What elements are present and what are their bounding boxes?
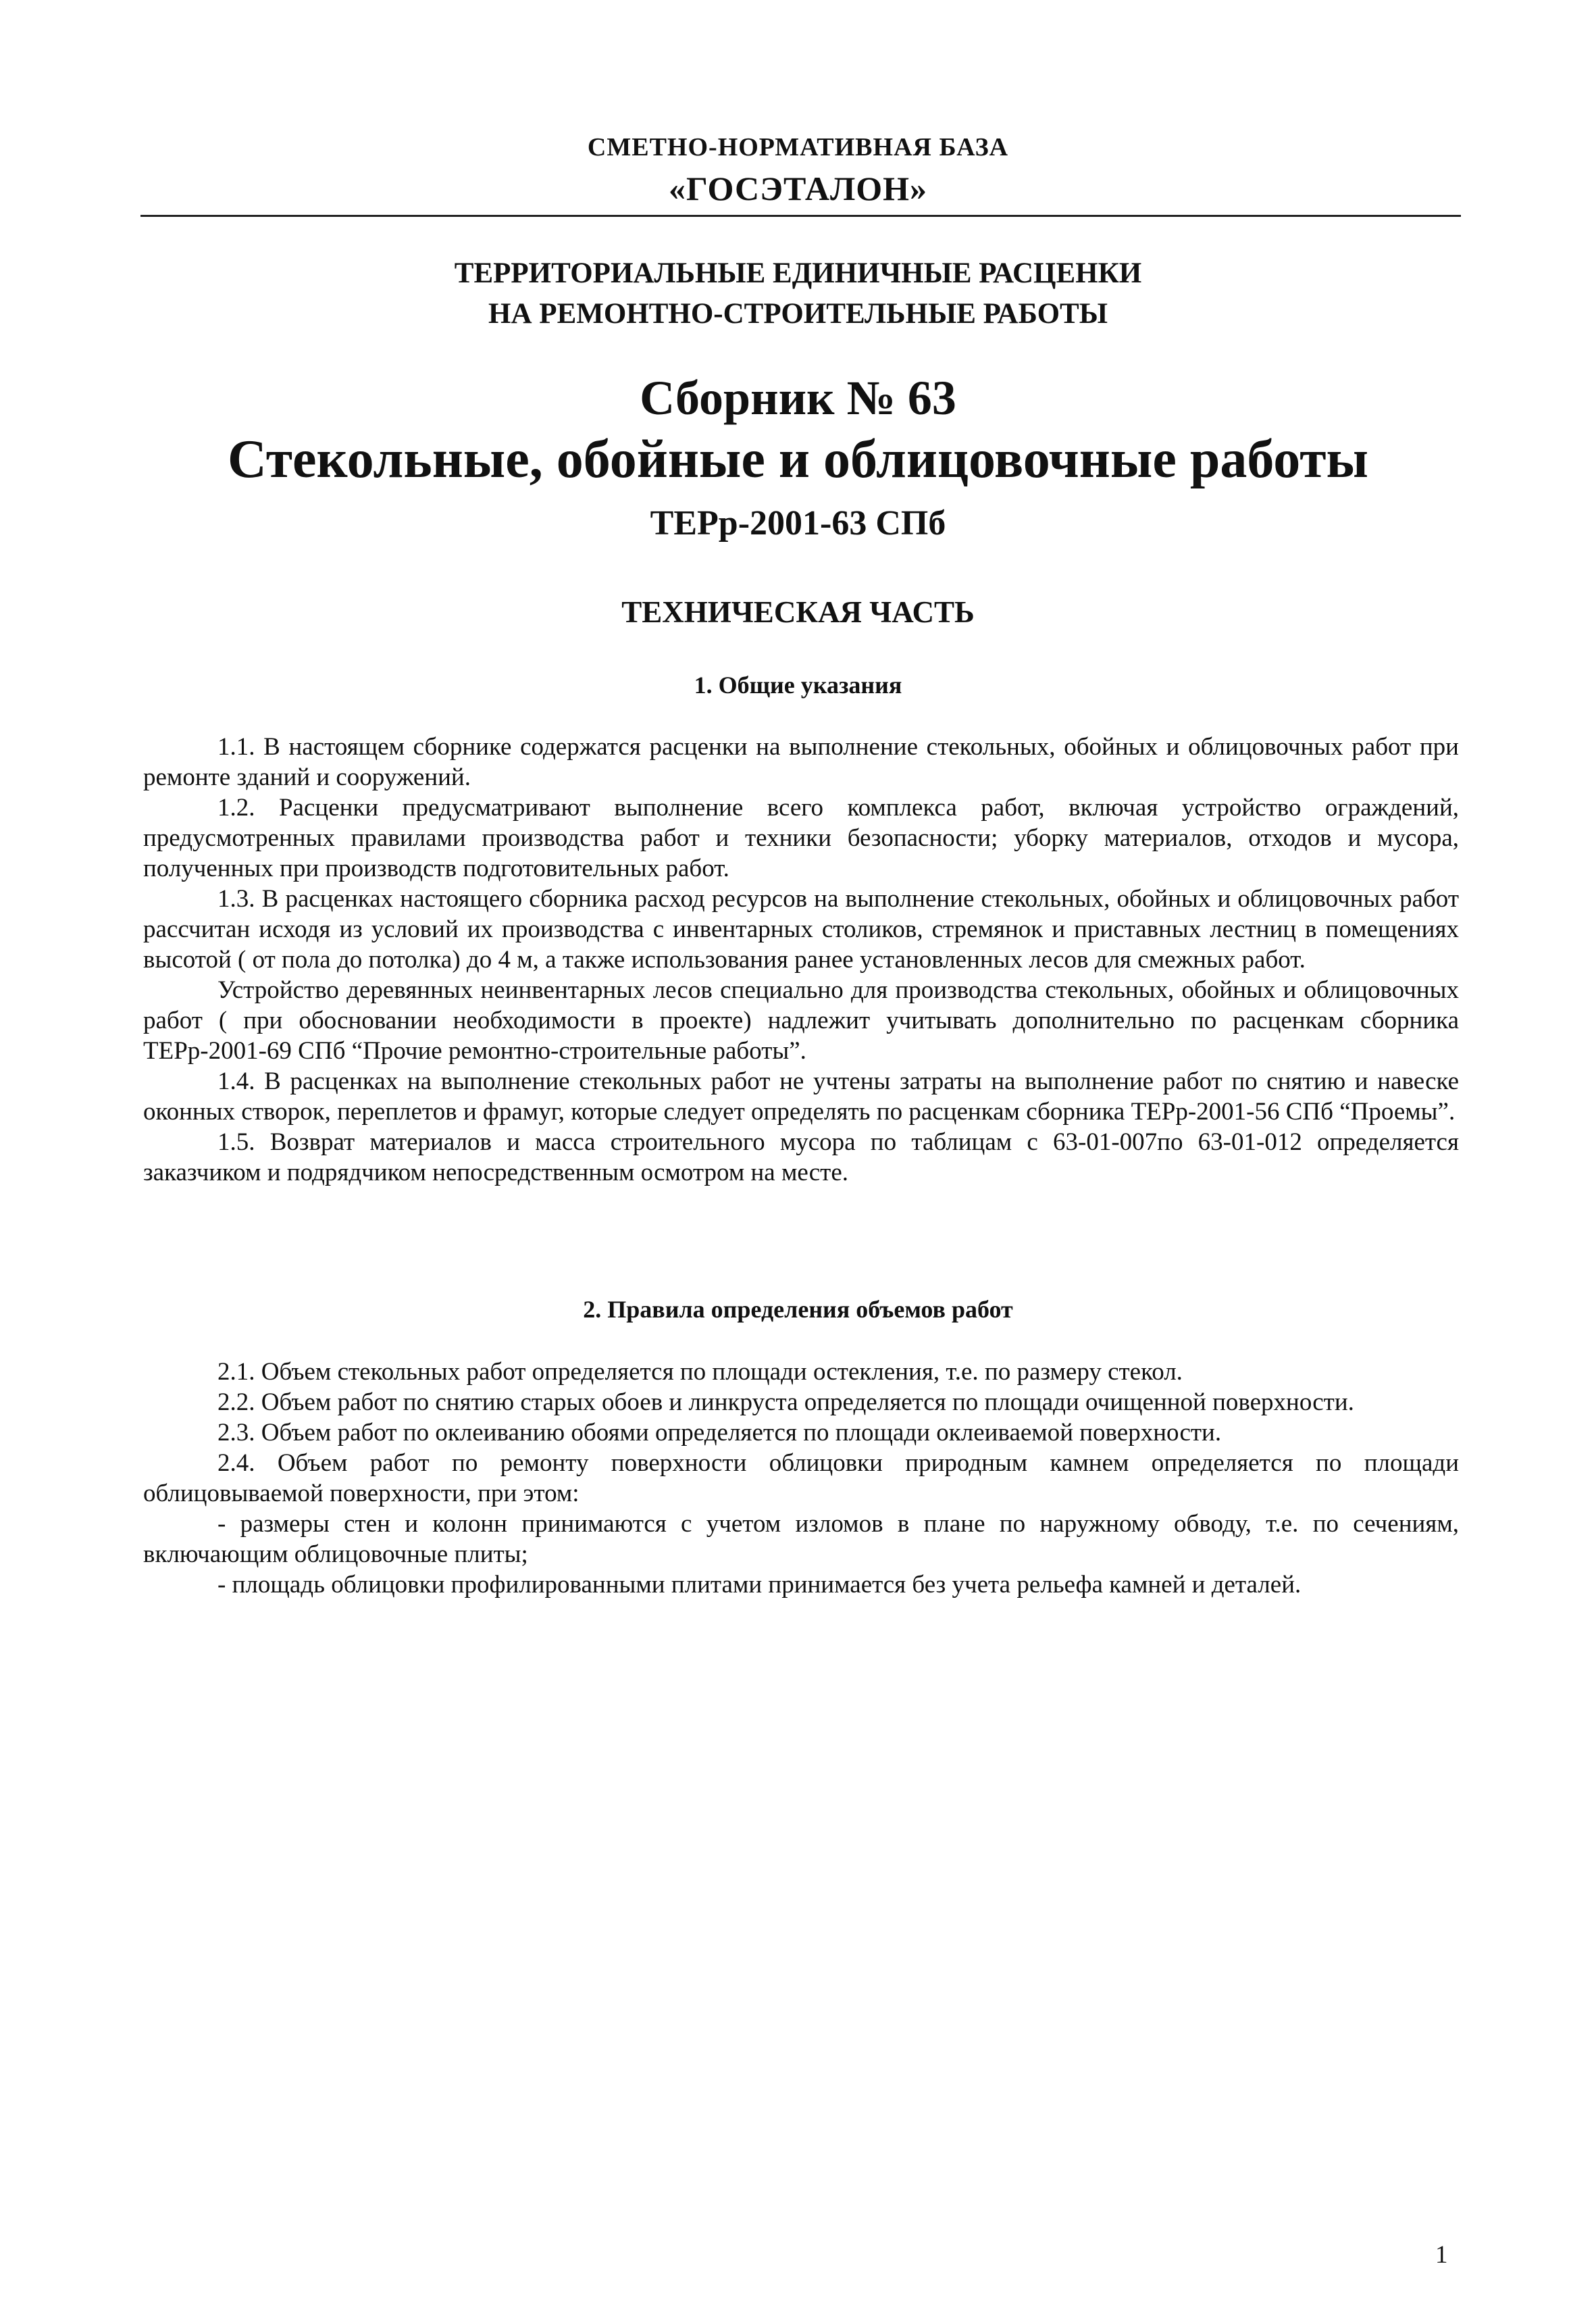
technical-part-heading: ТЕХНИЧЕСКАЯ ЧАСТЬ (621, 595, 975, 629)
section-1-heading: 1. Общие указания (694, 672, 902, 699)
collection-title: Стекольные, обойные и облицовочные работы (228, 430, 1368, 489)
paragraph-1-2: 1.2. Расценки предусматривают выполнение всего комплекса работ, включая устройство ограждений, предусмотренных правилами производства работ и техники безопасности; уборку материалов, отходов и мусора, полученных при производств подготовительных работ. (143, 794, 1459, 882)
page-number: 1 (1435, 2241, 1448, 2269)
section-2-body (143, 1357, 1459, 1600)
collection-code: ТЕРр-2001-63 СПб (650, 504, 946, 543)
title-line-2: НА РЕМОНТНО-СТРОИТЕЛЬНЫЕ РАБОТЫ (488, 298, 1108, 330)
header-line-1: СМЕТНО-НОРМАТИВНАЯ БАЗА (587, 133, 1009, 161)
paragraph-1-3: 1.3. В расценках настоящего сборника расход ресурсов на выполнение стекольных, обойных и облицовочных работ рассчитан исходя из условий их производства с инвентарных столиков, стремянок и приставных лестниц в помещениях высотой ( от пола до потолка) до 4 м, а также использования ранее установленных лесов для смежных работ. (143, 885, 1459, 974)
paragraph-1-1: 1.1. В настоящем сборнике содержатся расценки на выполнение стекольных, обойных и облицовочных работ при ремонте зданий и сооружений. (143, 733, 1459, 791)
collection-number: Сборник № 63 (640, 371, 956, 425)
paragraph-1-5: 1.5. Возврат материалов и масса строительного мусора по таблицам с 63-01-007по 63-01-012 определяется заказчиком и подрядчиком непосредственным осмотром на месте. (143, 1128, 1459, 1186)
section-2-heading: 2. Правила определения объемов работ (583, 1296, 1013, 1323)
title-line-1: ТЕРРИТОРИАЛЬНЫЕ ЕДИНИЧНЫЕ РАСЦЕНКИ (454, 257, 1142, 289)
paragraph-1-4: 1.4. В расценках на выполнение стекольных работ не учтены затраты на выполнение работ по снятию и навеске оконных створок, переплетов и фрамуг, которые следует определять по расценкам сборника ТЕРр-2001-56 СПб “Проемы”. (143, 1067, 1459, 1126)
paragraph-2-4: 2.4. Объем работ по ремонту поверхности облицовки природным камнем определяется по площади облицовываемой поверхности, при этом: (143, 1449, 1459, 1507)
section-1-body (143, 732, 1459, 1188)
header-line-2: «ГОСЭТАЛОН» (668, 170, 928, 207)
paragraph-1-3-addendum: Устройство деревянных неинвентарных лесов специально для производства стекольных, обойных и облицовочных работ ( при обосновании необходимости в проекте) надлежит учитывать дополнительно по расценкам сборника ТЕРр-2001-69 СПб “Прочие ремонтно-строительные работы”. (143, 976, 1459, 1065)
list-item-walls: - размеры стен и колонн принимаются с учетом изломов в плане по наружному обводу, т.е. по сечениям, включающим облицовочные плиты; (143, 1510, 1459, 1568)
list-item-profiled-slabs: - площадь облицовки профилированными плитами принимается без учета рельефа камней и деталей. (217, 1571, 1302, 1599)
header-divider (140, 215, 1461, 217)
paragraph-2-1: 2.1. Объем стекольных работ определяется по площади остекления, т.е. по размеру стекол. (217, 1358, 1183, 1386)
paragraph-2-3: 2.3. Объем работ по оклеиванию обоями определяется по площади оклеиваемой поверхности. (217, 1419, 1222, 1447)
paragraph-2-2: 2.2. Объем работ по снятию старых обоев и линкруста определяется по площади очищенной поверхности. (217, 1388, 1354, 1416)
